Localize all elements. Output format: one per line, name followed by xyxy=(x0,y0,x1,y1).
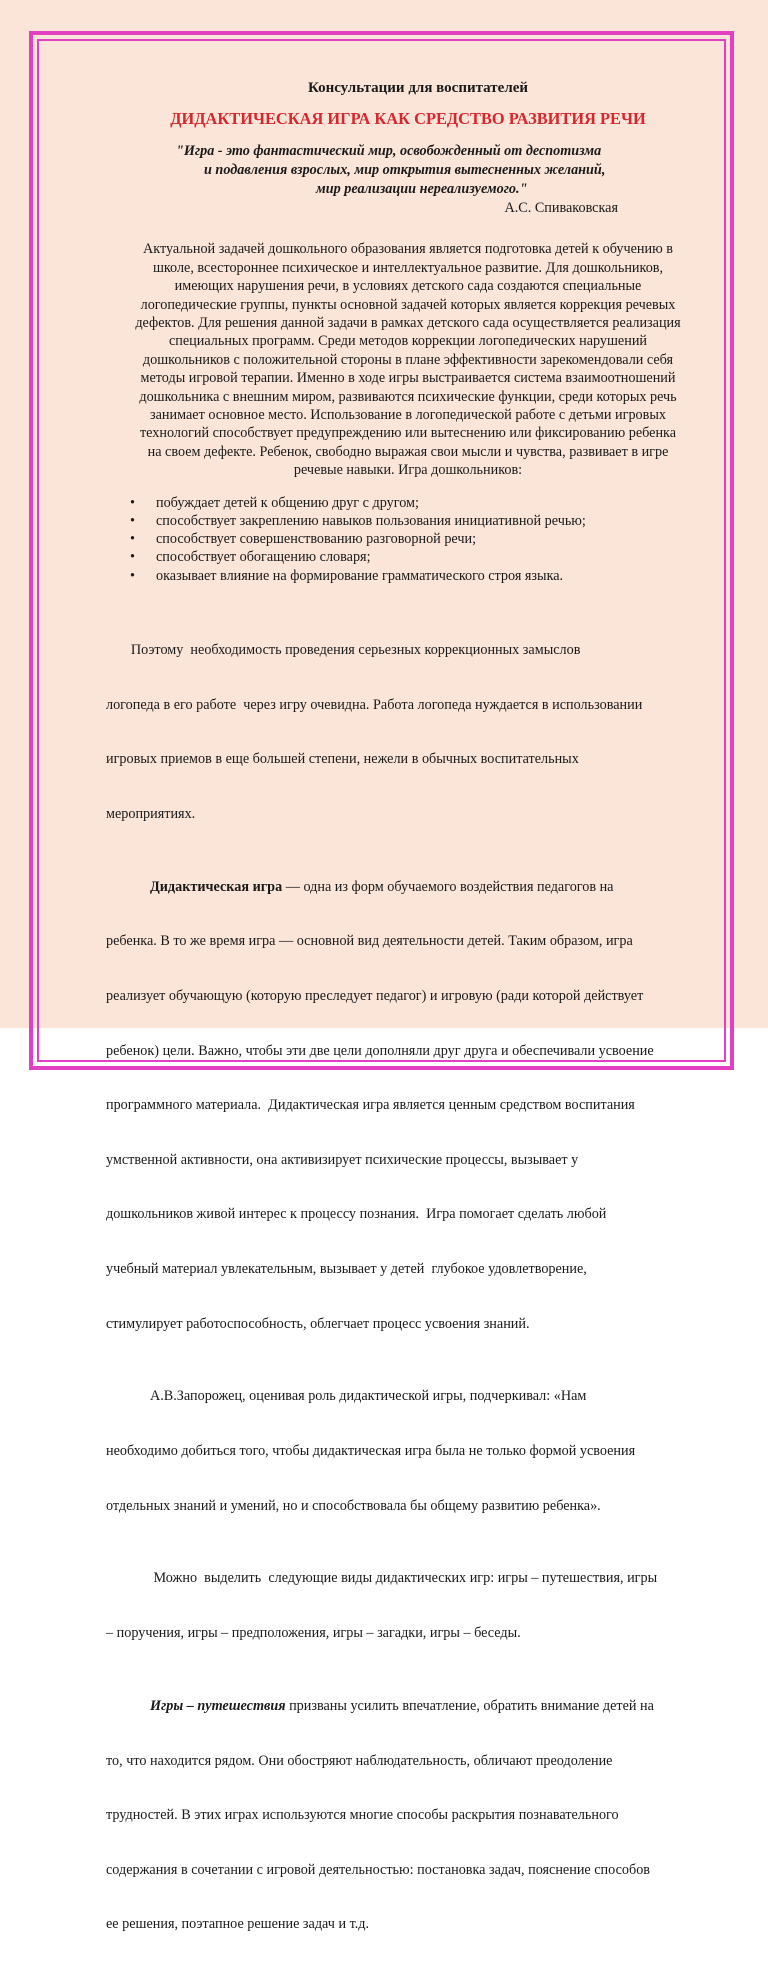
bullet-icon: • xyxy=(130,531,135,548)
text-line: реализует обучающую (которую преследует педагог) и игровую (ради которой действует xyxy=(106,987,644,1004)
list-item xyxy=(108,548,708,566)
document-subtitle: Консультации для воспитателей xyxy=(307,80,529,96)
body-text xyxy=(106,605,708,1970)
text-line: логопеда в его работе через игру очевидна. Работа логопеда нуждается в использовании xyxy=(106,696,643,713)
bullet-icon: • xyxy=(130,567,135,584)
text-line: методы игровой терапии. Именно в ходе игры выстраивается система взаимоотношений xyxy=(140,370,676,387)
text-run: — одна из форм обучаемого воздействия педагогов на xyxy=(282,878,614,895)
epigraph-line: мир реализации нереализуемого." xyxy=(316,181,528,198)
epigraph-line: "Игра - это фантастический мир, освобожденный от деспотизма xyxy=(176,143,602,160)
text-line: игровых приемов в еще большей степени, нежели в обычных воспитательных xyxy=(106,751,579,768)
text-line: необходимо добиться того, чтобы дидактическая игра была не только формой усвоения xyxy=(106,1443,636,1460)
list-item xyxy=(108,567,708,585)
text-line: то, что находится рядом. Они обостряют наблюдательность, обличают преодоление xyxy=(106,1752,613,1769)
bullet-icon: • xyxy=(130,494,135,511)
text-line: отдельных знаний и умений, но и способствовала бы общему развитию ребенка». xyxy=(106,1497,601,1514)
text-line: умственной активности, она активизирует психические процессы, вызывает у xyxy=(106,1151,579,1168)
text-line: на своем дефекте. Ребенок, свободно выражая свои мысли и чувства, развивает в игре xyxy=(147,443,669,460)
text-line: речевые навыки. Игра дошкольников: xyxy=(293,462,523,479)
list-item-text: побуждает детей к общению друг с другом; xyxy=(156,494,419,511)
text-line: имеющих нарушения речи, в условиях детского сада создаются специальные xyxy=(174,278,642,295)
paragraph-first-line xyxy=(106,878,708,896)
text-line: занимает основное место. Использование в логопедической работе с детьми игровых xyxy=(150,407,666,424)
epigraph-line: и подавления взрослых, мир открытия вытесненных желаний, xyxy=(204,162,606,179)
text-line: – поручения, игры – предположения, игры – загадки, игры – беседы. xyxy=(106,1625,521,1642)
text-line: дошкольников с положительной стороны в плане эффективности зарекомендовали себя xyxy=(142,351,674,368)
text-line: ребенка. В то же время игра — основной вид деятельности детей. Таким образом, игра xyxy=(106,933,633,950)
bullet-icon: • xyxy=(130,549,135,566)
text-line: логопедические группы, пункты основной задачей которых является коррекция речевых xyxy=(140,296,676,313)
text-line: ребенок) цели. Важно, чтобы эти две цели дополняли друг друга и обеспечивали усвоение xyxy=(106,1042,654,1059)
list-item xyxy=(108,512,708,530)
intro-paragraph xyxy=(108,240,708,479)
list-item-text: оказывает влияние на формирование грамматического строя языка. xyxy=(156,567,564,584)
text-line: школе, всестороннее психическое и интеллектуальное развитие. Для дошкольников, xyxy=(152,259,664,276)
paragraph-first-line xyxy=(106,1697,708,1715)
list-item-text: способствует обогащению словаря; xyxy=(156,549,371,566)
text-line: содержания в сочетании с игровой деятельностью: постановка задач, пояснение способов xyxy=(106,1861,650,1878)
text-run: призваны усилить впечатление, обратить внимание детей на xyxy=(285,1697,654,1714)
text-line: трудностей. В этих играх используются многие способы раскрытия познавательного xyxy=(106,1807,619,1824)
epigraph-author: А.С. Спиваковская xyxy=(504,200,618,217)
list-item xyxy=(108,494,708,512)
text-line: дошкольников живой интерес к процессу познания. Игра помогает сделать любой xyxy=(106,1206,607,1223)
text-line: технологий способствует предупреждению или вытеснению или фиксированию ребенка xyxy=(139,425,677,442)
list-item-text: способствует совершенствованию разговорной речи; xyxy=(156,531,477,548)
text-line: программного материала. Дидактическая игра является ценным средством воспитания xyxy=(106,1097,635,1114)
text-line: специальных программ. Среди методов коррекции логопедических нарушений xyxy=(168,333,648,350)
term-travel-games: Игры – путешествия xyxy=(150,1697,286,1714)
list-item-text: способствует закреплению навыков пользования инициативной речью; xyxy=(156,512,586,529)
document-content xyxy=(108,79,708,1970)
text-line: дошкольника с внешним миром, развиваются психические функции, среди которых речь xyxy=(139,388,677,405)
text-line: мероприятиях. xyxy=(106,805,196,822)
text-line: ее решения, поэтапное решение задач и т.д. xyxy=(106,1916,370,1933)
bullet-icon: • xyxy=(130,512,135,529)
document-title: ДИДАКТИЧЕСКАЯ ИГРА КАК СРЕДСТВО РАЗВИТИЯ РЕЧИ xyxy=(170,109,646,129)
text-line: Актуальной задачей дошкольного образования является подготовка детей к обучению в xyxy=(143,241,673,258)
list-item xyxy=(108,530,708,548)
text-line: учебный материал увлекательным, вызывает у детей глубокое удовлетворение, xyxy=(106,1261,587,1278)
text-line: Поэтому необходимость проведения серьезных коррекционных замыслов xyxy=(106,642,581,659)
text-line: стимулирует работоспособность, облегчает процесс усвоения знаний. xyxy=(106,1315,530,1332)
text-line: дефектов. Для решения данной задачи в рамках детского сада осуществляется реализация xyxy=(135,315,681,332)
paragraph-first-line: А.В.Запорожец, оценивая роль дидактической игры, подчеркивал: «Нам xyxy=(150,1388,587,1405)
bullet-list xyxy=(108,494,708,585)
epigraph xyxy=(176,142,708,218)
paragraph-first-line: Можно выделить следующие виды дидактических игр: игры – путешествия, игры xyxy=(150,1570,658,1587)
term-didactic-game: Дидактическая игра xyxy=(150,878,283,895)
